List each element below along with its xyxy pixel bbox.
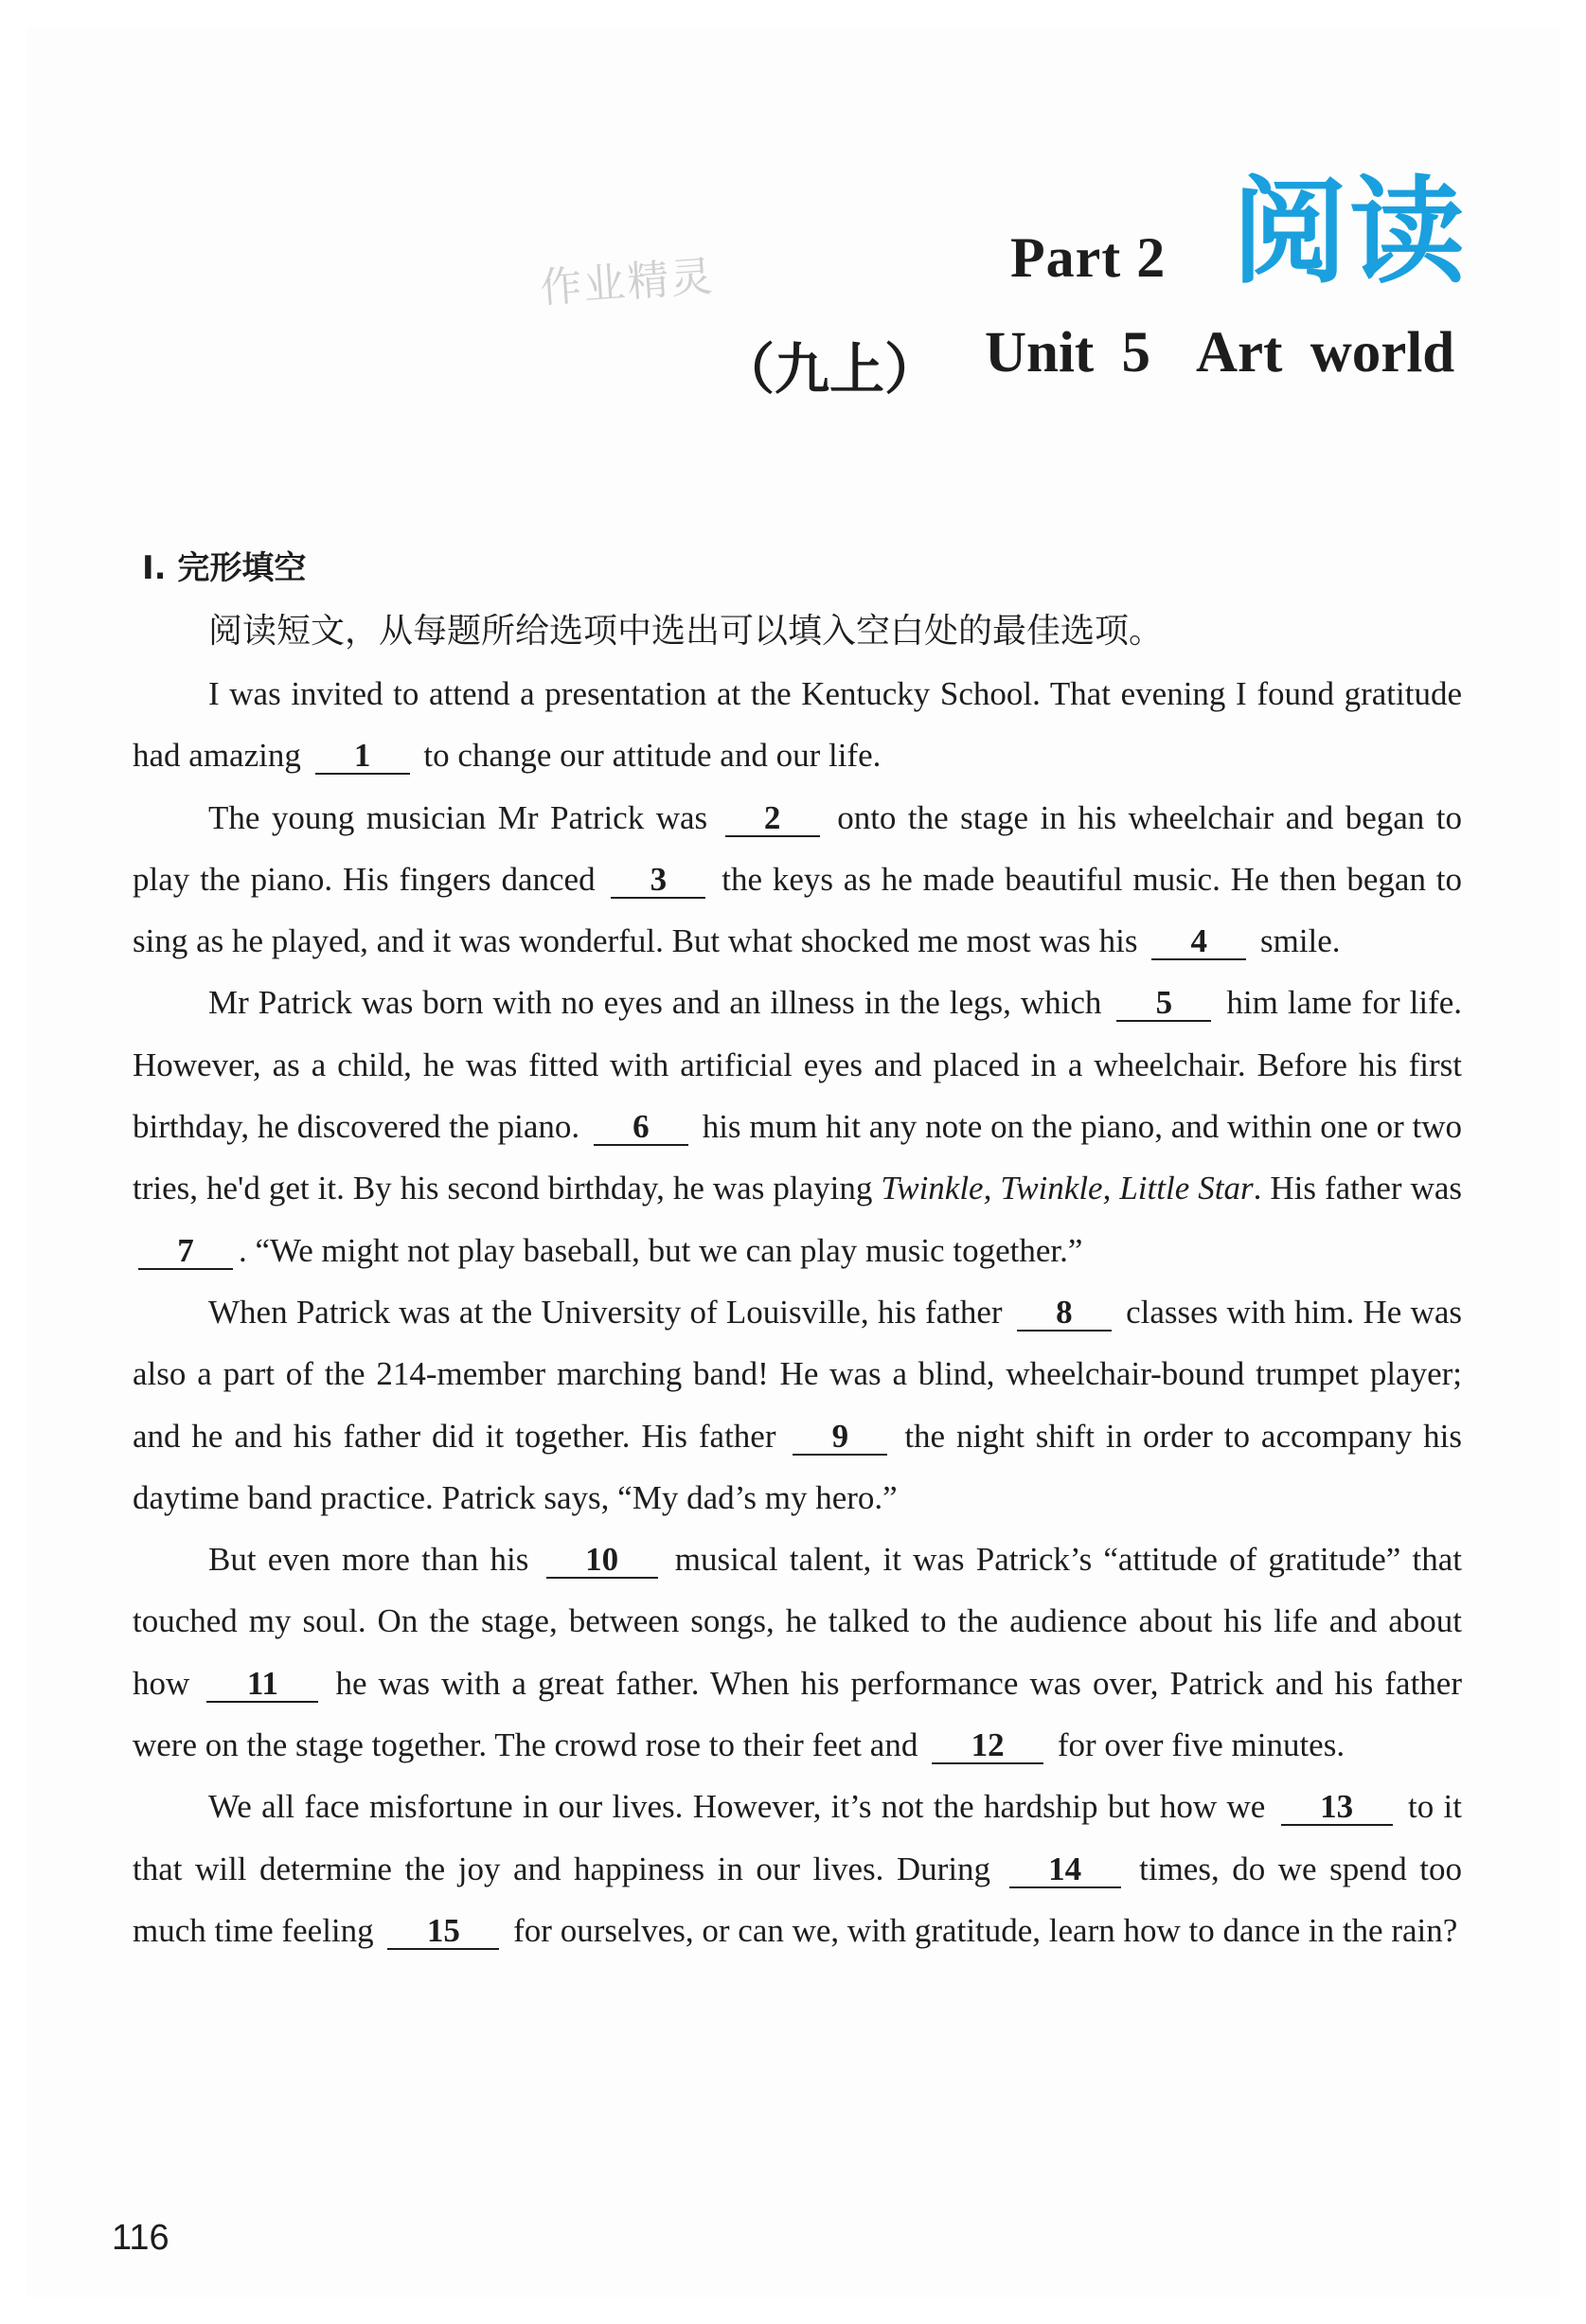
blank-6[interactable]: 6 [594,1110,688,1146]
grade-label: （九上） [720,337,940,402]
section-heading: Ⅰ. 完形填空 [142,549,307,587]
blank-14[interactable]: 14 [1009,1852,1121,1888]
blank-1[interactable]: 1 [315,739,410,775]
blank-11[interactable]: 11 [206,1667,318,1703]
paragraph-1: I was invited to attend a presentation at the Kentucky School. That evening I found gratitude had amazing 1 to change our attitude and our life. [133,675,1462,775]
blank-3[interactable]: 3 [611,863,705,899]
paragraph-3: Mr Patrick was born with no eyes and an illness in the legs, which 5 him lame for life. However, as a child, he was fitted with artificial eyes and placed in a wheelchair. Before his first birthday, he discovered the piano. 6 his mum hit any note on the piano, and within one or two tries, he'd get it. By his second birthday, he was playing Twinkle, Twinkle, Little Star. His father was 7 . “We might not play baseball, but we can play music together.” [133,984,1463,1269]
page-number: 116 [112,2218,169,2258]
song-title: Twinkle, Twinkle, Little Star [881,1170,1254,1207]
unit-name: Art world [1196,321,1455,384]
blank-13[interactable]: 13 [1281,1790,1393,1826]
part-label: Part 2 [1010,226,1167,289]
blank-2[interactable]: 2 [725,801,820,837]
unit-number: Unit 5 [985,321,1150,384]
blank-8[interactable]: 8 [1017,1296,1112,1332]
watermark: 作业精灵 [538,252,716,313]
blank-15[interactable]: 15 [387,1914,499,1950]
section-instruction: 阅读短文，从每题所给选项中选出可以填入空白处的最佳选项。 [208,612,1164,651]
part-title-chinese: 阅读 [1232,165,1467,299]
blank-4[interactable]: 4 [1151,924,1246,960]
blank-7[interactable]: 7 [138,1234,233,1270]
paragraph-2: The young musician Mr Patrick was 2 onto the stage in his wheelchair and began to play the piano. His fingers danced 3 the keys as he made beautiful music. He then began to sing as he played, and it was wonderful. But what shocked me most was his 4 smile. [133,798,1463,960]
blank-10[interactable]: 10 [546,1543,658,1579]
paragraph-5: But even more than his 10 musical talent, it was Patrick’s “attitude of gratitude” that touched my soul. On the stage, between songs, he talked to the audience about his life and about how 11 he was with a great father. When his performance was over, Patrick and his father were on the stage together. The crowd rose to their feet and 12 for over five minutes. [133,1541,1463,1764]
paragraph-4: When Patrick was at the University of Louisville, his father 8 classes with him. He was also a part of the 214-member marching band! He was a blind, wheelchair-bound trumpet player; and he and his father did it together. His father 9 the night shift in order to accompany his daytime band practice. Patrick says, “My dad’s my hero.” [133,1293,1463,1516]
blank-12[interactable]: 12 [932,1728,1043,1764]
unit-title [985,320,1454,386]
blank-5[interactable]: 5 [1116,986,1211,1022]
paragraph-6: We all face misfortune in our lives. However, it’s not the hardship but how we 13 to it that will determine the joy and happiness in our lives. During 14 times, do we spend too much time feeling 15 for ourselves, or can we, with gratitude, learn how to dance in the rain? [133,1788,1462,1949]
blank-9[interactable]: 9 [793,1420,887,1456]
cloze-passage [133,663,1462,1961]
